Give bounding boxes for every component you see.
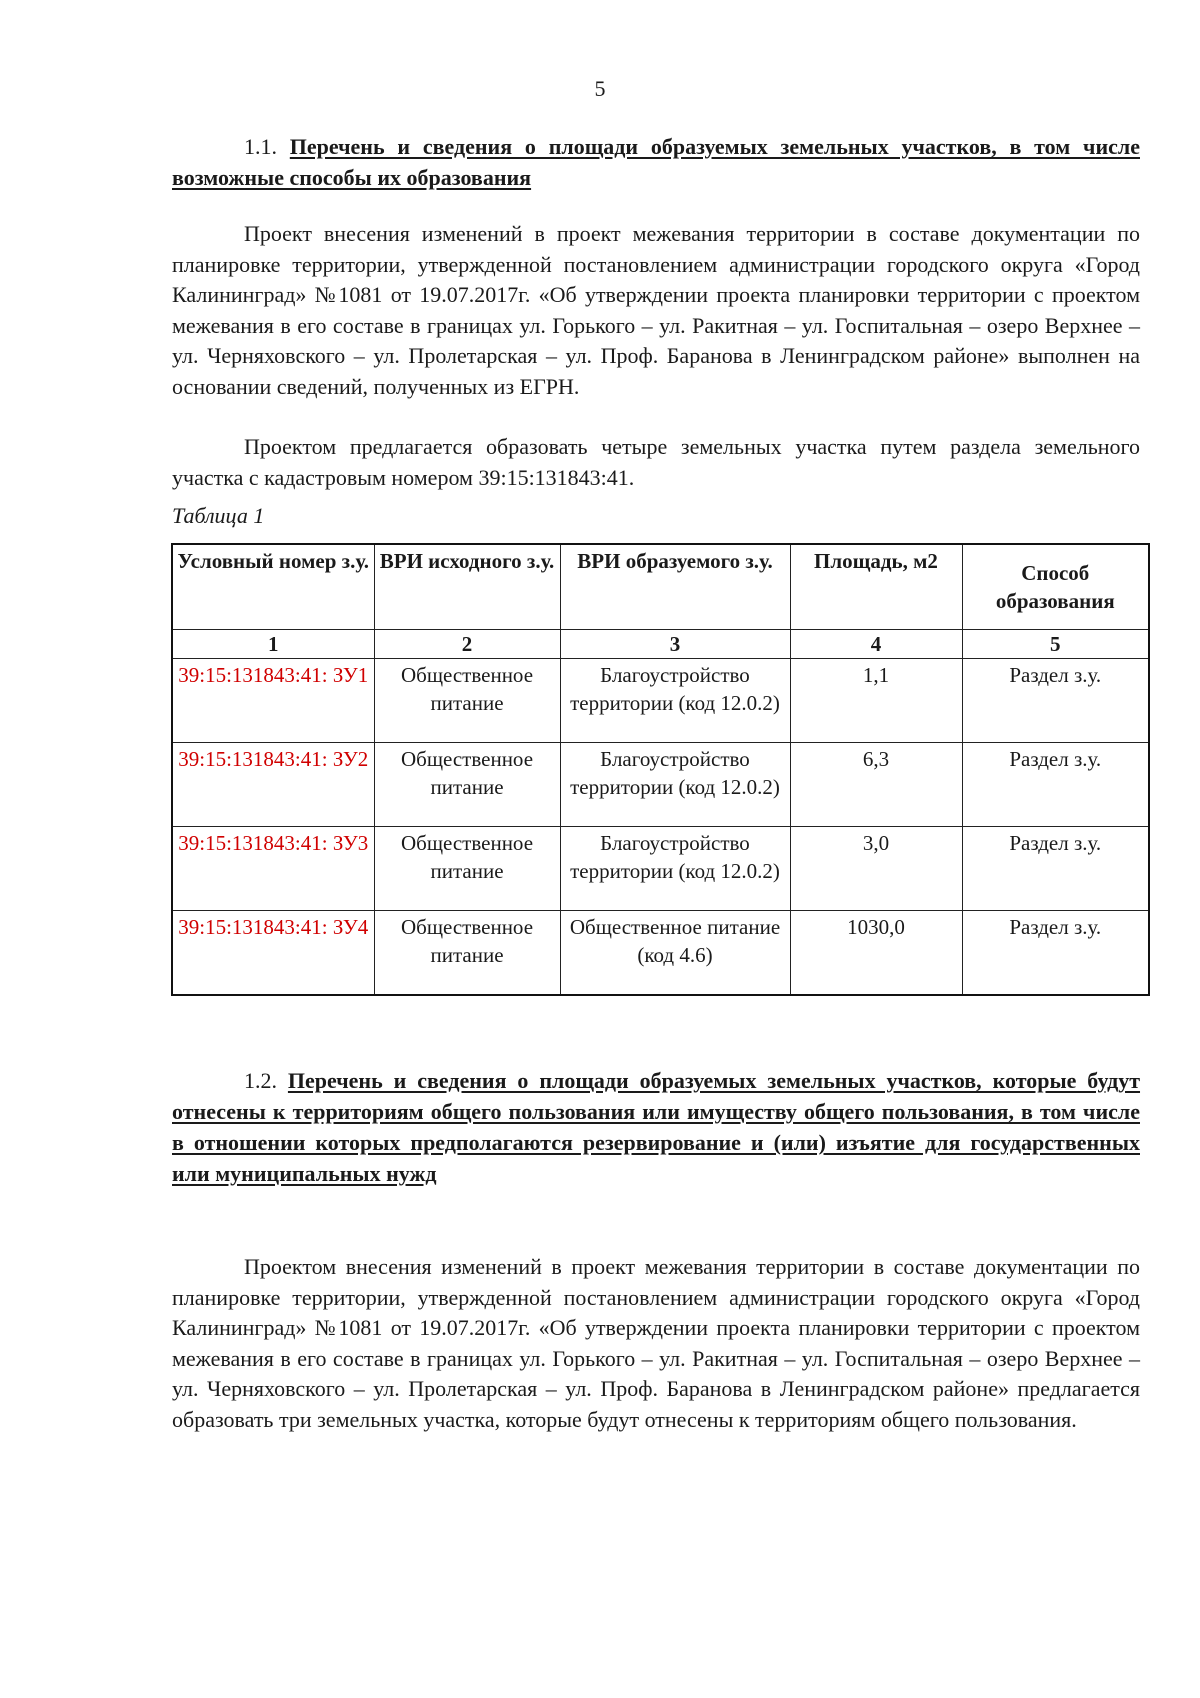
cell-target-vri: Благоустройство территории (код 12.0.2) [560, 659, 790, 743]
cell-source-vri: Общественное питание [374, 743, 560, 827]
land-plots-table [171, 543, 1150, 996]
section-1-number: 1.1. [244, 134, 277, 159]
cell-method: Раздел з.у. [962, 911, 1149, 996]
index-cell: 2 [374, 630, 560, 659]
cell-cond-number: 39:15:131843:41: ЗУ2 [172, 743, 374, 827]
table-row [172, 827, 1149, 911]
table-row [172, 911, 1149, 996]
cell-source-vri: Общественное питание [374, 827, 560, 911]
cell-area: 1,1 [790, 659, 962, 743]
table-caption: Таблица 1 [172, 503, 265, 528]
table-row [172, 743, 1149, 827]
cell-area: 1030,0 [790, 911, 962, 996]
section-2-paragraph-1: Проектом внесения изменений в проект межевания территории в составе документации по планировке территории, утвержденной постановлением администрации городского округа «Город Калининград» №1081 от 19.07.2017г. «Об утверждении проекта планировки территории с проектом межевания в его составе в границах ул. Горького – ул. Ракитная – ул. Госпитальная – озеро Верхнее – ул. Черняховского – ул. Пролетарская – ул. Проф. Баранова в Ленинградском районе» предлагается образовать три земельных участка, которые будут отнесены к территориям общего пользования. [172, 1254, 1140, 1432]
section-1-title: Перечень и сведения о площади образуемых земельных участков, в том числе возможные способы их образования [172, 134, 1140, 190]
section-2-title: Перечень и сведения о площади образуемых земельных участков, которые будут отнесены к территориям общего пользования или имуществу общего пользования, в том числе в отношении которых предполагаются резервирование и (или) изъятие для государственных или муниципальных нужд [172, 1068, 1141, 1186]
section-1-paragraph-2: Проектом предлагается образовать четыре земельных участка путем раздела земельного участка с кадастровым номером 39:15:131843:41. [172, 434, 1140, 490]
index-cell: 1 [172, 630, 374, 659]
cell-cond-number: 39:15:131843:41: ЗУ3 [172, 827, 374, 911]
cell-target-vri: Благоустройство территории (код 12.0.2) [560, 743, 790, 827]
cell-target-vri: Общественное питание (код 4.6) [560, 911, 790, 996]
header-source-vri: ВРИ исходного з.у. [374, 544, 560, 630]
header-target-vri: ВРИ образуемого з.у. [560, 544, 790, 630]
cell-target-vri: Благоустройство территории (код 12.0.2) [560, 827, 790, 911]
section-1-paragraph-1: Проект внесения изменений в проект межевания территории в составе документации по планировке территории, утвержденной постановлением администрации городского округа «Город Калининград» №1081 от 19.07.2017г. «Об утверждении проекта планировки территории с проектом межевания в его составе в границах ул. Горького – ул. Ракитная – ул. Госпитальная – озеро Верхнее – ул. Черняховского – ул. Пролетарская – ул. Проф. Баранова в Ленинградском районе» выполнен на основании сведений, полученных из ЕГРН. [172, 221, 1140, 399]
cell-method: Раздел з.у. [962, 827, 1149, 911]
table-index-row [172, 630, 1149, 659]
cell-source-vri: Общественное питание [374, 659, 560, 743]
section-1-heading [172, 131, 1140, 193]
cell-cond-number: 39:15:131843:41: ЗУ1 [172, 659, 374, 743]
header-area: Площадь, м2 [790, 544, 962, 630]
index-cell: 3 [560, 630, 790, 659]
cell-cond-number: 39:15:131843:41: ЗУ4 [172, 911, 374, 996]
index-cell: 5 [962, 630, 1149, 659]
index-cell: 4 [790, 630, 962, 659]
cell-area: 6,3 [790, 743, 962, 827]
page-number: 5 [594, 76, 606, 101]
cell-area: 3,0 [790, 827, 962, 911]
section-2-number: 1.2. [244, 1068, 277, 1093]
cell-method: Раздел з.у. [962, 659, 1149, 743]
table-header-row [172, 544, 1149, 630]
section-2-heading [172, 1065, 1140, 1189]
cell-method: Раздел з.у. [962, 743, 1149, 827]
header-cond-number: Условный номер з.у. [172, 544, 374, 630]
header-method: Способ образования [962, 544, 1149, 630]
cell-source-vri: Общественное питание [374, 911, 560, 996]
table-row [172, 659, 1149, 743]
